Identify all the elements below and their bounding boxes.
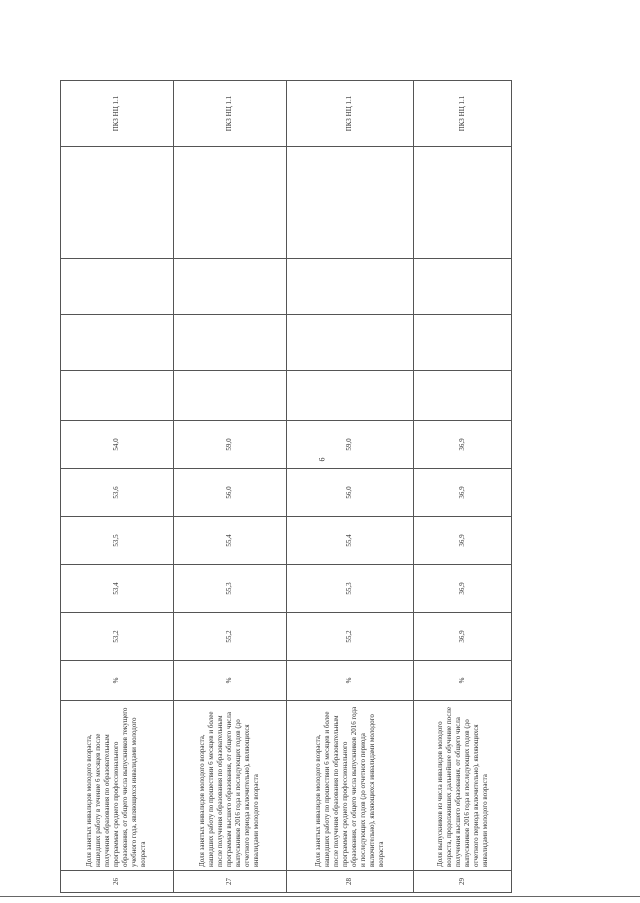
value-cell: 55,2 <box>173 613 286 661</box>
empty-cell <box>61 259 174 315</box>
value-cell: 53,4 <box>61 565 174 613</box>
empty-cell <box>286 259 414 315</box>
code-cell: ПКЗ НЦ 1.1 <box>414 81 512 147</box>
indicator-name: Доля занятых инвалидов молодого возраста, нашедших работу по прошествии 6 месяцев и более после получения образования по образовательным программам высшего образования, от общего числа выпускников 2016 года и последующих годов (до отчетного периода включительно), являющихся инвалидами молодого возраста <box>173 701 286 871</box>
code-cell: ПКЗ НЦ 1.1 <box>286 81 414 147</box>
value-cell: 54,0 <box>61 421 174 469</box>
code-cell: ПКЗ НЦ 1.1 <box>173 81 286 147</box>
unit-cell: % <box>286 661 414 701</box>
indicator-name: Доля выпускников из числа инвалидов молодого возраста, продолживших дальнейшее обучение после получения высшего образования, от общего числа выпускников 2016 года и последующих годов (до отчетного периода включительно), являющихся инвалидами молодого возраста <box>414 701 512 871</box>
value-cell: 55,3 <box>286 565 414 613</box>
empty-cell <box>286 315 414 371</box>
table-row <box>286 81 414 893</box>
empty-cell <box>173 147 286 259</box>
value-cell: 55,3 <box>173 565 286 613</box>
value-cell: 55,4 <box>286 517 414 565</box>
empty-cell <box>414 147 512 259</box>
empty-cell <box>61 315 174 371</box>
value-cell: 59,0 <box>173 421 286 469</box>
unit-cell: % <box>414 661 512 701</box>
value-cell: 56,0 <box>173 469 286 517</box>
value-cell: 56,0 <box>286 469 414 517</box>
empty-cell <box>286 371 414 421</box>
indicator-name: Доля занятых инвалидов молодого возраста, нашедших работу по прошествии 6 месяцев и более после получения образования по образовательным программам среднего профессионального образования, от общего числа выпускников 2016 года и последующих годов (до отчетного периода включительно), являющихся инвалидами молодого возраста <box>286 701 414 871</box>
indicators-table <box>60 80 512 893</box>
value-cell: 59,0 <box>286 421 414 469</box>
value-cell: 36,9 <box>414 565 512 613</box>
unit-cell: % <box>173 661 286 701</box>
empty-cell <box>286 147 414 259</box>
rotated-table-wrapper <box>60 81 512 893</box>
code-cell: ПКЗ НЦ 1.1 <box>61 81 174 147</box>
value-cell: 55,2 <box>286 613 414 661</box>
table-row <box>61 81 174 893</box>
empty-cell <box>61 371 174 421</box>
table-row <box>414 81 512 893</box>
value-cell: 36,9 <box>414 469 512 517</box>
page-bottom-rule <box>0 896 640 897</box>
empty-cell <box>414 315 512 371</box>
table-row <box>173 81 286 893</box>
empty-cell <box>414 371 512 421</box>
value-cell: 55,4 <box>173 517 286 565</box>
empty-cell <box>414 259 512 315</box>
value-cell: 36,9 <box>414 517 512 565</box>
indicator-name: Доля занятых инвалидов молодого возраста, нашедших работу в течение 6 месяцев после получения образования по образовательным программам среднего профессионального образования, от общего числа выпускников текущего учебного года, являющихся инвалидами молодого возраста <box>61 701 174 871</box>
value-cell: 36,9 <box>414 421 512 469</box>
unit-cell: % <box>61 661 174 701</box>
page-number: 6 <box>317 457 327 462</box>
value-cell: 36,9 <box>414 613 512 661</box>
row-number: 29 <box>414 871 512 893</box>
row-number: 26 <box>61 871 174 893</box>
value-cell: 53,2 <box>61 613 174 661</box>
empty-cell <box>173 259 286 315</box>
row-number: 27 <box>173 871 286 893</box>
empty-cell <box>173 371 286 421</box>
value-cell: 53,6 <box>61 469 174 517</box>
row-number: 28 <box>286 871 414 893</box>
empty-cell <box>173 315 286 371</box>
value-cell: 53,5 <box>61 517 174 565</box>
empty-cell <box>61 147 174 259</box>
